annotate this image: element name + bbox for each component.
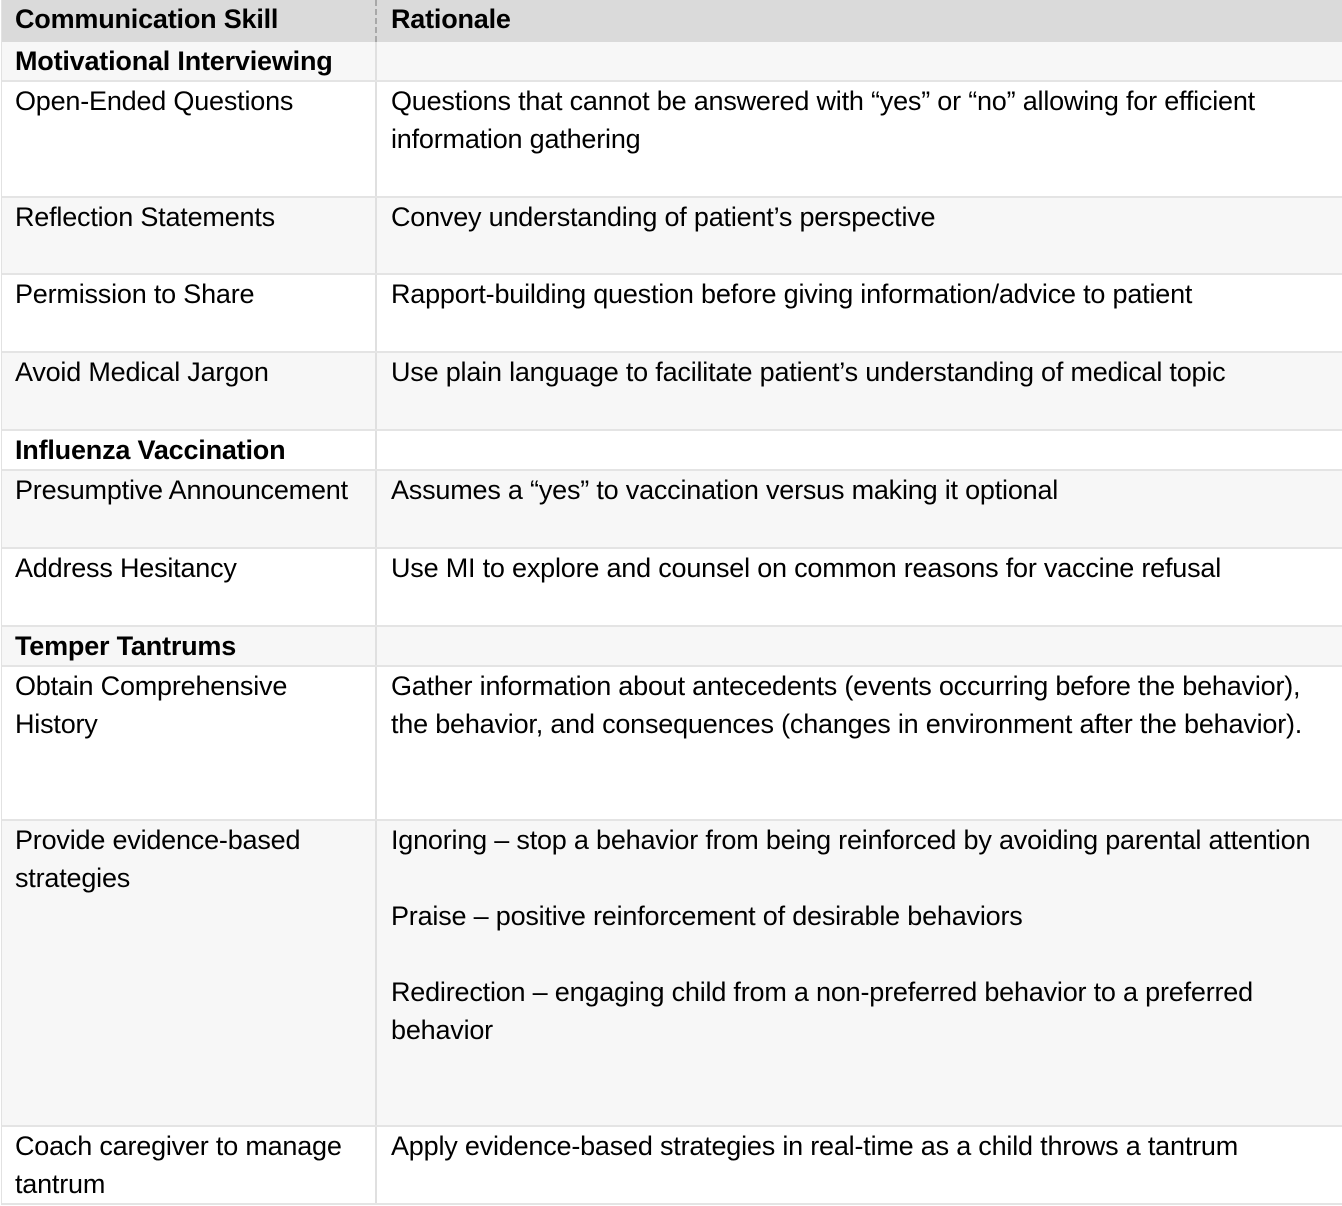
rationale-cell: Use MI to explore and counsel on common reasons for vaccine refusal (391, 553, 1222, 583)
rationale-paragraph-redirection: Redirection – engaging child from a non-preferred behavior to a preferred behavior (391, 977, 1253, 1045)
skill-cell: Open-Ended Questions (2, 82, 377, 196)
paragraph-spacer (391, 859, 1332, 897)
skill-cell: Reflection Statements (2, 198, 377, 273)
section-rationale-empty (377, 431, 1342, 469)
table-row (2, 82, 1342, 198)
skill-cell: Address Hesitancy (2, 549, 377, 625)
table-row (2, 353, 1342, 431)
rationale-paragraph-praise: Praise – positive reinforcement of desirable behaviors (391, 901, 1023, 931)
section-row-temper-tantrums (2, 627, 1342, 667)
section-row-motivational-interviewing (2, 42, 1342, 82)
skill-cell: Presumptive Announcement (2, 471, 377, 547)
rationale-cell: Assumes a “yes” to vaccination versus making it optional (391, 475, 1059, 505)
table-row (2, 471, 1342, 549)
table-row (2, 275, 1342, 353)
skill-cell: Avoid Medical Jargon (2, 353, 377, 429)
section-title: Temper Tantrums (2, 627, 377, 665)
column-header-rationale: Rationale (391, 4, 511, 34)
rationale-cell: Use plain language to facilitate patient’s understanding of medical topic (391, 357, 1226, 387)
rationale-cell: Questions that cannot be answered with “yes” or “no” allowing for efficient information gathering (391, 86, 1255, 154)
table-header-row (2, 0, 1342, 42)
rationale-cell: Convey understanding of patient’s perspective (391, 202, 936, 232)
column-header-communication-skill: Communication Skill (2, 0, 377, 42)
section-rationale-empty (377, 42, 1342, 80)
table-row (2, 1127, 1342, 1205)
communication-skills-table (1, 0, 1342, 1205)
paragraph-spacer (391, 935, 1332, 973)
table-row (2, 667, 1342, 821)
section-title: Influenza Vaccination (2, 431, 377, 469)
table-row (2, 198, 1342, 275)
rationale-cell: Gather information about antecedents (events occurring before the behavior), the behavior, and consequences (changes in environment after the behavior). (391, 671, 1303, 739)
rationale-cell: Apply evidence-based strategies in real-time as a child throws a tantrum (391, 1131, 1239, 1161)
skill-cell: Coach caregiver to manage tantrum (2, 1127, 377, 1203)
skill-cell: Provide evidence-based strategies (2, 821, 377, 1125)
table-row (2, 821, 1342, 1127)
section-rationale-empty (377, 627, 1342, 665)
section-row-influenza-vaccination (2, 431, 1342, 471)
rationale-cell: Rapport-building question before giving information/advice to patient (391, 279, 1193, 309)
section-title: Motivational Interviewing (2, 42, 377, 80)
skill-cell: Obtain Comprehensive History (2, 667, 377, 819)
skill-cell: Permission to Share (2, 275, 377, 351)
rationale-paragraph-ignoring: Ignoring – stop a behavior from being reinforced by avoiding parental attention (391, 825, 1311, 855)
rationale-cell (377, 821, 1342, 1125)
table-row (2, 549, 1342, 627)
